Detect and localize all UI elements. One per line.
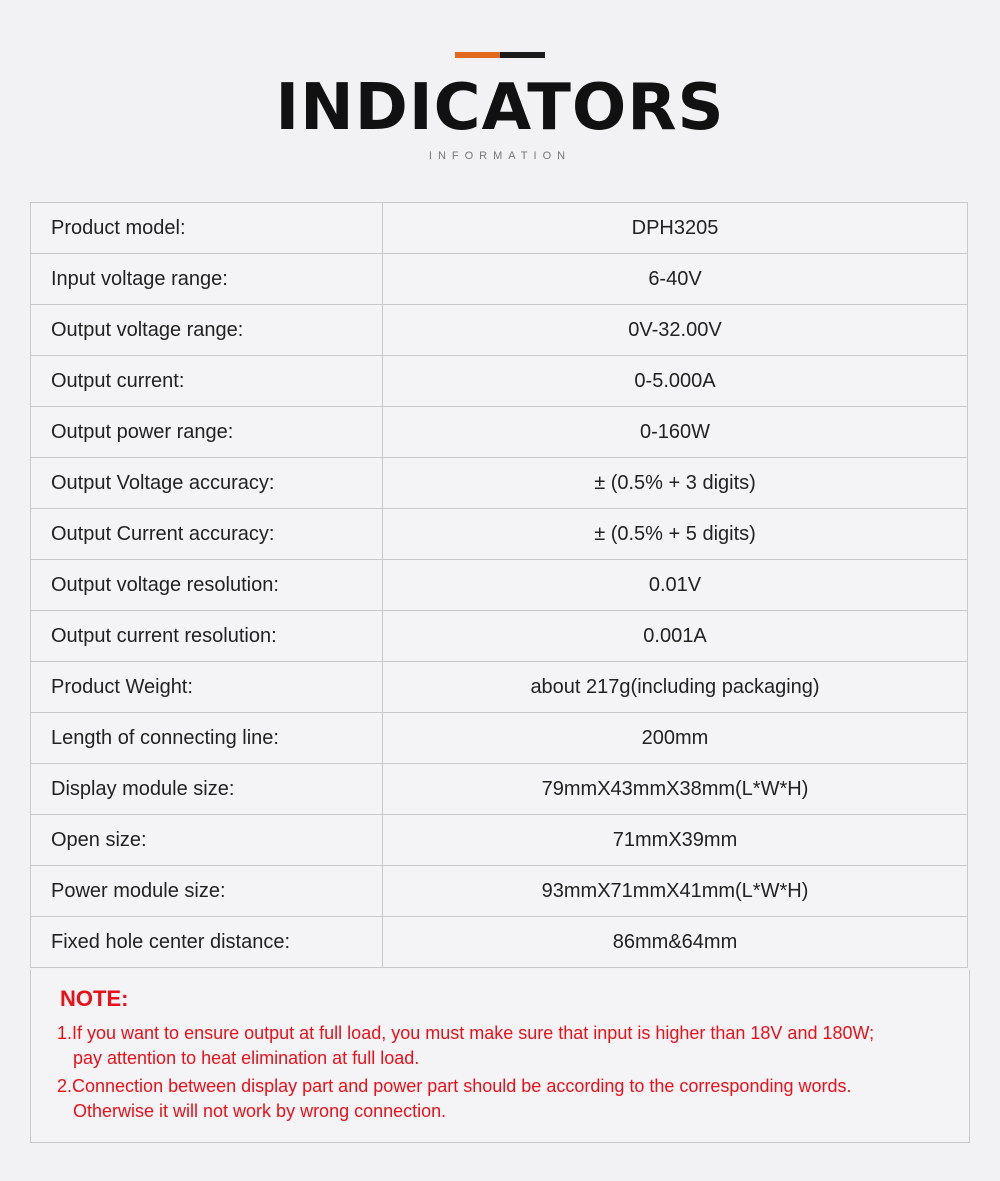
note-item xyxy=(57,1074,957,1124)
spec-value: ± (0.5% + 5 digits) xyxy=(383,509,968,560)
spec-value: ± (0.5% + 3 digits) xyxy=(383,458,968,509)
table-row xyxy=(31,407,968,458)
spec-label: Output current: xyxy=(31,356,383,407)
table-row xyxy=(31,611,968,662)
table-row xyxy=(31,713,968,764)
spec-value: 6-40V xyxy=(383,254,968,305)
spec-value: about 217g(including packaging) xyxy=(383,662,968,713)
note-box xyxy=(30,970,970,1143)
spec-label: Output power range: xyxy=(31,407,383,458)
table-row xyxy=(31,356,968,407)
table-row xyxy=(31,509,968,560)
table-row xyxy=(31,560,968,611)
spec-label: Product Weight: xyxy=(31,662,383,713)
spec-value: 0.01V xyxy=(383,560,968,611)
spec-value: 0.001A xyxy=(383,611,968,662)
table-row xyxy=(31,917,968,968)
table-row xyxy=(31,254,968,305)
note-line: 1.If you want to ensure output at full load, you must make sure that input is higher than 18V and 180W; xyxy=(57,1023,875,1043)
spec-label: Display module size: xyxy=(31,764,383,815)
spec-label: Output Voltage accuracy: xyxy=(31,458,383,509)
spec-label: Length of connecting line: xyxy=(31,713,383,764)
table-row xyxy=(31,458,968,509)
spec-value: 71mmX39mm xyxy=(383,815,968,866)
spec-value: 200mm xyxy=(383,713,968,764)
spec-label: Output Current accuracy: xyxy=(31,509,383,560)
spec-label: Output voltage range: xyxy=(31,305,383,356)
accent-bar-dark xyxy=(500,52,545,58)
table-row xyxy=(31,203,968,254)
spec-label: Input voltage range: xyxy=(31,254,383,305)
spec-value: 79mmX43mmX38mm(L*W*H) xyxy=(383,764,968,815)
note-line: 2.Connection between display part and power part should be according to the corresponding words. xyxy=(57,1076,852,1096)
spec-label: Output current resolution: xyxy=(31,611,383,662)
spec-value: 86mm&64mm xyxy=(383,917,968,968)
spec-value: 0-160W xyxy=(383,407,968,458)
table-row xyxy=(31,305,968,356)
note-item xyxy=(57,1021,957,1071)
note-line: pay attention to heat elimination at full load. xyxy=(73,1048,420,1068)
spec-label: Open size: xyxy=(31,815,383,866)
page-title: INDICATORS xyxy=(275,71,725,145)
spec-value: 93mmX71mmX41mm(L*W*H) xyxy=(383,866,968,917)
spec-label: Output voltage resolution: xyxy=(31,560,383,611)
spec-value: 0V-32.00V xyxy=(383,305,968,356)
table-row xyxy=(31,815,968,866)
accent-bar-orange xyxy=(455,52,500,58)
note-line: Otherwise it will not work by wrong connection. xyxy=(73,1101,447,1121)
spec-label: Product model: xyxy=(31,203,383,254)
spec-label: Fixed hole center distance: xyxy=(31,917,383,968)
spec-value: DPH3205 xyxy=(383,203,968,254)
table-row xyxy=(31,764,968,815)
spec-value: 0-5.000A xyxy=(383,356,968,407)
spec-table xyxy=(30,202,968,968)
table-row xyxy=(31,866,968,917)
note-title: NOTE: xyxy=(60,986,129,1011)
page-subtitle: INFORMATION xyxy=(428,150,572,162)
spec-label: Power module size: xyxy=(31,866,383,917)
table-row xyxy=(31,662,968,713)
